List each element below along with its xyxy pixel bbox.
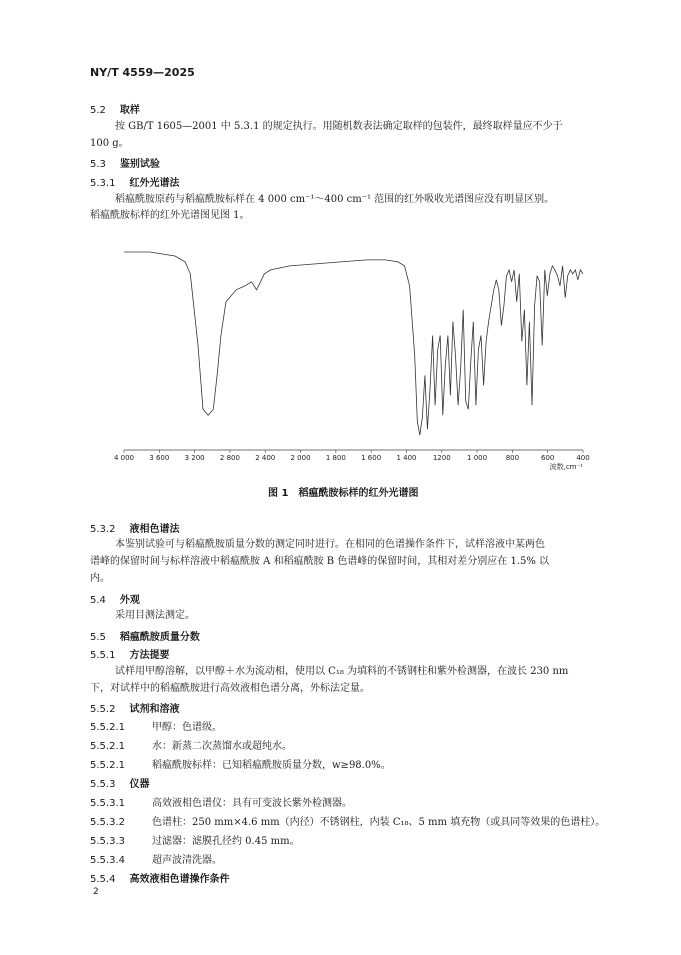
item-number: 5.5.3.4 <box>90 855 125 866</box>
section-5-2-heading <box>90 101 140 116</box>
section-title: 高效液相色谱操作条件 <box>129 874 230 885</box>
spectrum-line <box>124 252 583 435</box>
paragraph: 下，对试样中的稻瘟酰胺进行高效液相色谱分离，外标法定量。 <box>90 683 370 694</box>
section-5-5-heading <box>90 628 200 643</box>
x-tick-label: 1 800 <box>325 454 346 462</box>
section-5-5-4-heading <box>90 870 229 885</box>
x-tick-label: 1 400 <box>396 454 417 462</box>
section-title: 外观 <box>119 595 140 606</box>
section-number: 5.5.2 <box>90 704 116 715</box>
item-number: 5.5.2.1 <box>90 741 125 752</box>
section-number: 5.5.3 <box>90 779 116 790</box>
paragraph: 试样用甲醇溶解，以甲醇＋水为流动相，使用以 C₁₈ 为填料的不锈钢柱和紫外检测器，在波长 230 nm <box>115 666 569 677</box>
section-title: 液相色谱法 <box>129 524 180 535</box>
item-number: 5.5.3.2 <box>90 817 125 828</box>
item-number: 5.5.2.1 <box>90 722 125 733</box>
x-tick-label: 3 600 <box>149 454 170 462</box>
section-title: 试剂和溶液 <box>129 704 180 715</box>
section-number: 5.4 <box>90 595 106 606</box>
list-item <box>90 813 605 828</box>
paragraph: 谱峰的保留时间与标样溶液中稻瘟酰胺 A 和稻瘟酰胺 B 色谱峰的保留时间，其相对差分别应在 1.5% 以 <box>90 556 550 567</box>
section-number: 5.3 <box>90 159 106 170</box>
list-item <box>90 756 391 771</box>
paragraph: 采用目测法测定。 <box>115 610 195 621</box>
document-code: NY/T 4559—2025 <box>90 66 195 79</box>
section-5-3-2-heading <box>90 520 179 535</box>
x-tick-label: 2 000 <box>290 454 311 462</box>
plot-area <box>124 252 583 435</box>
section-number: 5.5.4 <box>90 874 116 885</box>
section-5-3-heading <box>90 155 160 170</box>
item-text: 过滤器：滤膜孔径约 0.45 mm。 <box>152 836 300 847</box>
paragraph: 稻瘟酰胺标样的红外光谱图见图 1。 <box>90 210 250 221</box>
item-text: 超声波清洗器。 <box>152 855 222 866</box>
section-5-5-3-heading <box>90 775 149 790</box>
section-5-4-heading <box>90 591 140 606</box>
x-tick-label: 800 <box>505 454 520 462</box>
paragraph: 100 g。 <box>90 138 129 149</box>
list-item <box>90 794 352 809</box>
x-tick-label: 4 000 <box>113 454 135 462</box>
list-item <box>90 718 222 733</box>
section-number: 5.3.1 <box>90 178 116 189</box>
paragraph: 本鉴别试验可与稻瘟酰胺质量分数的测定同时进行。在相同的色谱操作条件下，试样溶液中某两色 <box>115 539 545 550</box>
list-item <box>90 832 300 847</box>
x-tick-label: 3 200 <box>184 454 205 462</box>
section-5-3-1-heading <box>90 174 179 189</box>
item-number: 5.5.2.1 <box>90 760 125 771</box>
x-axis-label: 波数,cm⁻¹ <box>549 463 583 471</box>
section-number: 5.2 <box>90 105 106 116</box>
item-text: 甲醇：色谱级。 <box>152 722 222 733</box>
item-number: 5.5.3.1 <box>90 798 125 809</box>
item-number: 5.5.3.3 <box>90 836 125 847</box>
section-title: 稻瘟酰胺质量分数 <box>119 632 200 643</box>
x-tick-label: 1 600 <box>361 454 382 462</box>
item-text: 色谱柱：250 mm×4.6 mm（内径）不锈钢柱，内装 C₁₈、5 mm 填充物（或具同等效果的色谱柱）。 <box>152 817 606 828</box>
section-number: 5.5.1 <box>90 650 116 661</box>
x-tick-label: 600 <box>541 454 555 462</box>
ir-spectrum-chart <box>110 240 595 475</box>
section-title: 鉴别试验 <box>119 159 160 170</box>
x-tick-label: 400 <box>576 454 590 462</box>
page-number: 2 <box>93 887 99 897</box>
item-text: 水：新蒸二次蒸馏水或超纯水。 <box>152 741 292 752</box>
x-tick-label: 2 400 <box>255 454 276 462</box>
section-title: 仪器 <box>129 779 150 790</box>
section-title: 取样 <box>119 105 140 116</box>
section-5-5-1-heading <box>90 646 169 661</box>
section-title: 方法提要 <box>129 650 170 661</box>
x-axis-ticks <box>114 450 590 462</box>
x-tick-label: 1 000 <box>467 454 488 462</box>
paragraph: 稻瘟酰胺原药与稻瘟酰胺标样在 4 000 cm⁻¹～400 cm⁻¹ 范围的红外吸收光谱图应没有明显区别。 <box>115 194 555 205</box>
x-tick-label: 1200 <box>432 454 451 462</box>
section-title: 红外光谱法 <box>129 178 180 189</box>
list-item <box>90 737 292 752</box>
section-number: 5.3.2 <box>90 524 116 535</box>
section-number: 5.5 <box>90 632 106 643</box>
figure-caption: 图 1 稻瘟酰胺标样的红外光谱图 <box>268 488 419 499</box>
x-tick-label: 2 800 <box>219 454 240 462</box>
item-text: 高效液相色谱仪：具有可变波长紫外检测器。 <box>152 798 352 809</box>
paragraph: 内。 <box>90 573 110 584</box>
section-5-5-2-heading <box>90 700 179 715</box>
paragraph: 按 GB/T 1605—2001 中 5.3.1 的规定执行。用随机数表法确定取样的包装件，最终取样量应不少于 <box>115 121 563 132</box>
list-item <box>90 851 222 866</box>
item-text: 稻瘟酰胺标样：已知稻瘟酰胺质量分数，w≥98.0%。 <box>152 760 391 771</box>
